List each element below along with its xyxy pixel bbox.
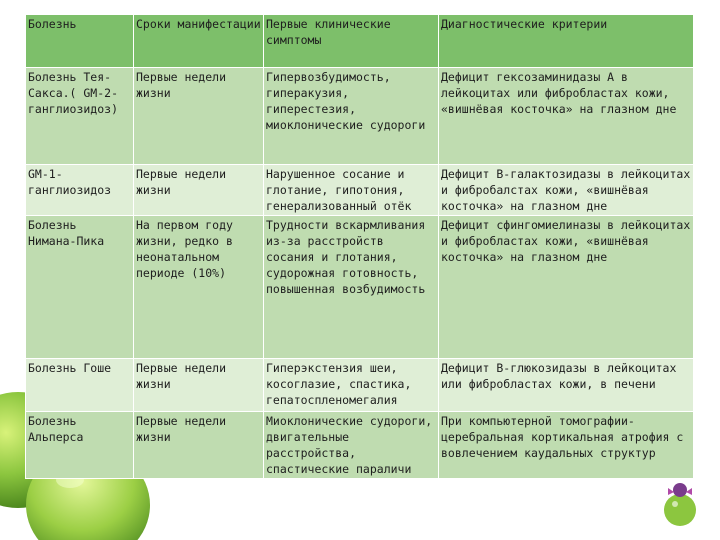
header-cell-symptoms: Первые клинические симптомы [264,15,439,68]
cell-symptoms: Гипервозбудимость, гиперакузия, гиперестезия, миоклонические судороги [264,68,439,165]
cell-criteria: Дефицит В-глюкозидазы в лейкоцитах или фибробластах кожи, в печени [439,359,694,412]
cell-disease: Болезнь Тея-Сакса.( GM-2-ганглиозидоз) [26,68,134,165]
cell-disease: Болезнь Гоше [26,359,134,412]
header-cell-disease: Болезнь [26,15,134,68]
cell-onset: Первые недели жизни [134,68,264,165]
cell-criteria: Дефицит В-галактозидазы в лейкоцитах и фибробалстах кожи, «вишнёвая косточка» на глазном дне [439,165,694,216]
cell-onset: Первые недели жизни [134,412,264,479]
cell-criteria: Дефицит сфингомиелиназы в лейкоцитах и фибробластах кожи, «вишнёвая косточка» на глазном дне [439,216,694,359]
cell-onset: На первом году жизни, редко в неонатальном периоде (10%) [134,216,264,359]
table-row [26,68,694,165]
table-header-row [26,15,694,68]
table-row [26,216,694,359]
cell-symptoms: Миоклонические судороги, двигательные расстройства, спастические параличи [264,412,439,479]
cell-disease: GM-1-ганглиозидоз [26,165,134,216]
table-row [26,359,694,412]
table-row [26,165,694,216]
cell-criteria: Дефицит гексозаминидазы А в лейкоцитах или фибробластах кожи, «вишнёвая косточка» на глазном дне [439,68,694,165]
cell-symptoms: Трудности вскармливания из-за расстройств сосания и глотания, судорожная готовность, повышенная возбудимость [264,216,439,359]
cell-onset: Первые недели жизни [134,359,264,412]
table-row [26,412,694,479]
cell-onset: Первые недели жизни [134,165,264,216]
header-cell-onset: Сроки манифестации [134,15,264,68]
cell-criteria: При компьютерной томографии-церебральная кортикальная атрофия с вовлечением каудальных структур [439,412,694,479]
diseases-table [25,14,694,479]
header-cell-criteria: Диагностические критерии [439,15,694,68]
cell-disease: Болезнь Нимана-Пика [26,216,134,359]
cell-symptoms: Гиперэкстензия шеи, косоглазие, спастика, гепатоспленомегалия [264,359,439,412]
cell-symptoms: Нарушенное сосание и глотание, гипотония, генерализованный отёк [264,165,439,216]
cell-disease: Болезнь Альперса [26,412,134,479]
